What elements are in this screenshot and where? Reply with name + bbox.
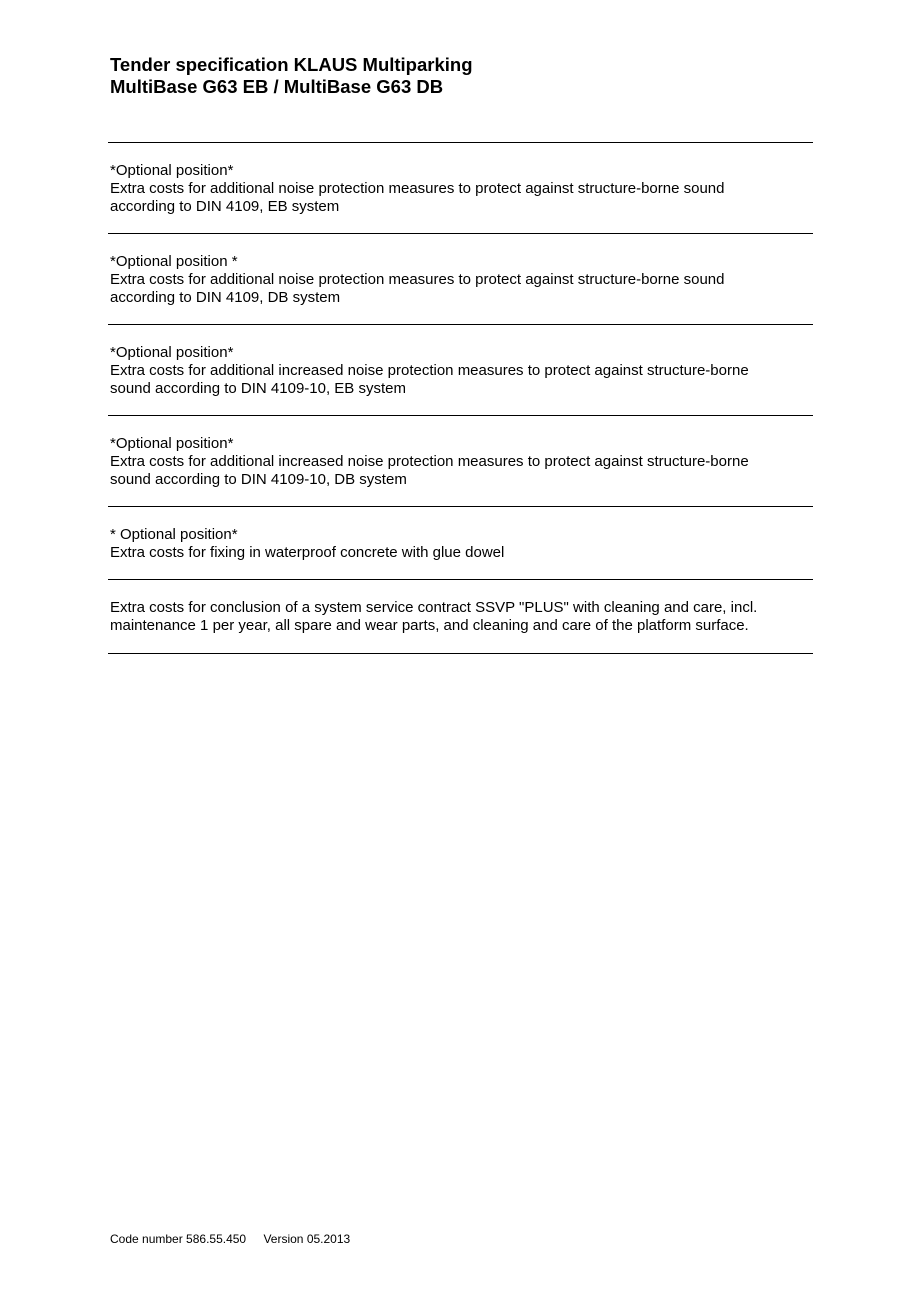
position-text: Extra costs for additional increased noise protection measures to protect against structure-borne bbox=[110, 453, 749, 470]
position-text: maintenance 1 per year, all spare and wear parts, and cleaning and care of the platform surface. bbox=[110, 617, 749, 634]
divider bbox=[108, 324, 813, 325]
divider bbox=[108, 653, 813, 654]
position-text: according to DIN 4109, DB system bbox=[110, 289, 341, 306]
position-label: *Optional position* bbox=[110, 162, 234, 179]
divider bbox=[108, 579, 813, 580]
position-text: Extra costs for additional noise protection measures to protect against structure-borne sound bbox=[110, 271, 725, 288]
position-label: *Optional position* bbox=[110, 344, 234, 361]
position-text: sound according to DIN 4109-10, EB system bbox=[110, 380, 406, 397]
page-title-line-2: MultiBase G63 EB / MultiBase G63 DB bbox=[110, 76, 444, 97]
footer bbox=[110, 1232, 350, 1246]
position-text: Extra costs for additional noise protection measures to protect against structure-borne sound bbox=[110, 180, 725, 197]
position-label: *Optional position * bbox=[110, 253, 238, 270]
divider bbox=[108, 506, 813, 507]
position-text: Extra costs for fixing in waterproof concrete with glue dowel bbox=[110, 544, 505, 561]
position-item-5 bbox=[110, 526, 800, 562]
position-text: sound according to DIN 4109-10, DB system bbox=[110, 471, 407, 488]
position-text: Extra costs for additional increased noise protection measures to protect against structure-borne bbox=[110, 362, 749, 379]
position-item-1 bbox=[110, 162, 800, 216]
code-number: Code number 586.55.450 bbox=[110, 1232, 247, 1246]
page-title bbox=[110, 54, 473, 98]
version: Version 05.2013 bbox=[263, 1232, 351, 1246]
position-text: Extra costs for conclusion of a system service contract SSVP "PLUS" with cleaning and care, incl. bbox=[110, 599, 758, 616]
divider bbox=[108, 415, 813, 416]
position-label: * Optional position* bbox=[110, 526, 238, 543]
divider bbox=[108, 142, 813, 143]
divider bbox=[108, 233, 813, 234]
position-item-3 bbox=[110, 344, 800, 398]
position-item-4 bbox=[110, 435, 800, 489]
position-item-6 bbox=[110, 599, 800, 635]
position-text: according to DIN 4109, EB system bbox=[110, 198, 340, 215]
page-title-line-1: Tender specification KLAUS Multiparking bbox=[110, 54, 473, 75]
position-label: *Optional position* bbox=[110, 435, 234, 452]
position-item-2 bbox=[110, 253, 800, 307]
